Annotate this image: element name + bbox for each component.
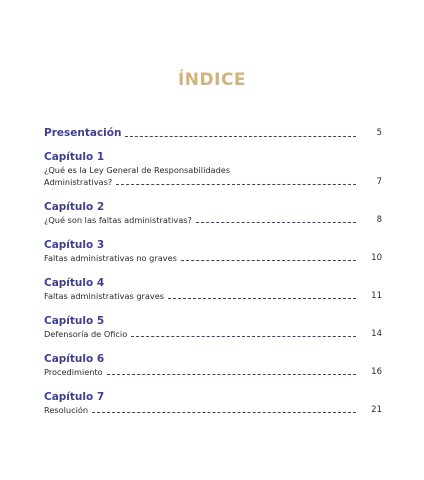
toc-heading: Capítulo 4 xyxy=(44,277,105,289)
toc-entry-presentacion[interactable] xyxy=(44,126,382,140)
toc-entry-capitulo-2[interactable] xyxy=(44,201,382,226)
table-of-contents xyxy=(44,126,382,429)
dot-leader xyxy=(181,260,356,261)
toc-page-number: 8 xyxy=(376,215,382,225)
toc-subtitle: Defensoría de Oficio xyxy=(44,329,128,339)
toc-subtitle-line: ¿Qué es la Ley General de Responsabilidades xyxy=(44,165,231,175)
toc-page-number: 7 xyxy=(376,177,382,187)
toc-entry-capitulo-4[interactable] xyxy=(44,277,382,302)
toc-heading: Capítulo 7 xyxy=(44,391,105,403)
toc-page-number: 10 xyxy=(371,253,382,263)
dot-leader xyxy=(168,298,356,299)
toc-heading: Presentación xyxy=(44,127,122,139)
dot-leader xyxy=(107,374,356,375)
toc-heading: Capítulo 1 xyxy=(44,151,105,163)
toc-entry-capitulo-6[interactable] xyxy=(44,353,382,378)
toc-entry-capitulo-1[interactable] xyxy=(44,151,382,188)
toc-page-number: 16 xyxy=(371,367,382,377)
toc-entry-capitulo-7[interactable] xyxy=(44,391,382,416)
toc-entry-capitulo-3[interactable] xyxy=(44,239,382,264)
dot-leader xyxy=(116,184,356,185)
toc-page-number: 11 xyxy=(371,291,382,301)
toc-subtitle: Administrativas? xyxy=(44,177,113,187)
toc-heading: Capítulo 3 xyxy=(44,239,105,251)
toc-subtitle: Faltas administrativas no graves xyxy=(44,253,177,263)
toc-subtitle: Faltas administrativas graves xyxy=(44,291,165,301)
dot-leader xyxy=(125,136,356,137)
dot-leader xyxy=(131,336,356,337)
toc-heading: Capítulo 5 xyxy=(44,315,105,327)
dot-leader xyxy=(196,222,356,223)
toc-heading: Capítulo 2 xyxy=(44,201,105,213)
toc-page-number: 14 xyxy=(371,329,382,339)
toc-heading: Capítulo 6 xyxy=(44,353,105,365)
toc-page-number: 21 xyxy=(371,405,382,415)
dot-leader xyxy=(92,412,356,413)
toc-subtitle: Procedimiento xyxy=(44,367,103,377)
toc-subtitle: Resolución xyxy=(44,405,89,415)
toc-page-number: 5 xyxy=(376,128,382,138)
page-title: ÍNDICE xyxy=(177,70,247,90)
toc-subtitle: ¿Qué son las faltas administrativas? xyxy=(44,215,192,225)
toc-entry-capitulo-5[interactable] xyxy=(44,315,382,340)
